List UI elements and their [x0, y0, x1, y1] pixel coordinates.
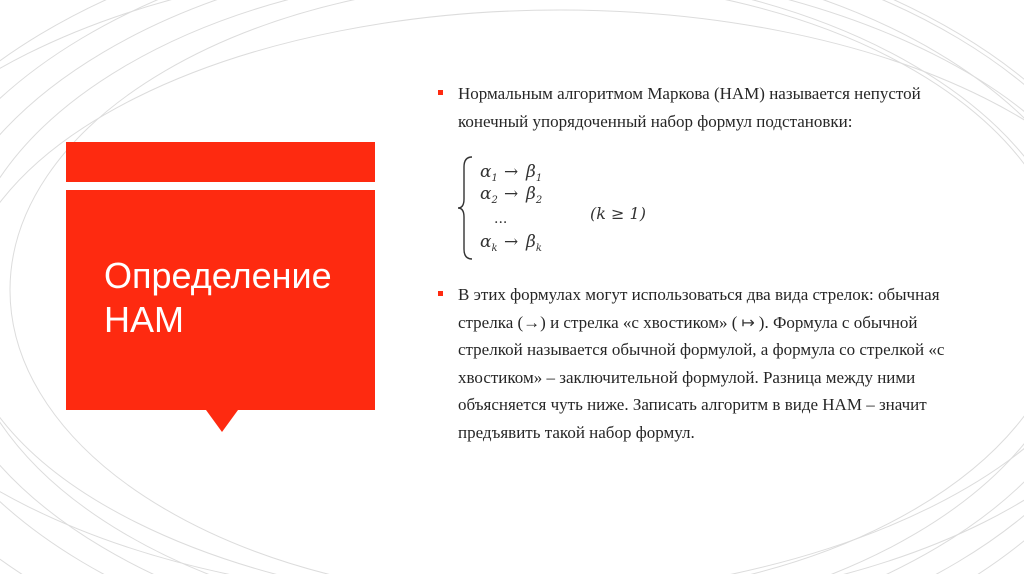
row1-lhs-sub: 1: [491, 173, 498, 184]
svg-text:βk: [525, 232, 542, 254]
row3-ellipsis: ...: [494, 211, 508, 227]
row2-lhs-sub: 2: [491, 195, 498, 206]
slide-title: [104, 254, 364, 342]
row1-rhs: β: [526, 162, 536, 182]
bullet-arrows-text-part2: ). Формула с обычной стрелкой называется обычной формулой, а формула со стрелкой «с хвостиком» – заключительной формулой. Разница между ними объясняется чуть ниже. Записать алгоритм в виде НАМ – значит предъявить такой набор формул.: [458, 312, 945, 442]
title-top-bar: [66, 142, 375, 182]
bullet-arrows: [438, 281, 978, 446]
svg-text:α1: [480, 162, 498, 184]
row2-lhs: α: [480, 184, 492, 204]
content-area: [438, 80, 978, 446]
row1-arrow: →: [504, 162, 519, 182]
row2-rhs: β: [526, 184, 536, 204]
row4-rhs: β: [526, 232, 536, 252]
title-line-1: Определение: [104, 255, 332, 296]
row4-arrow: →: [504, 232, 519, 252]
tail-arrow-icon: ↦: [741, 312, 755, 332]
title-line-2: НАМ: [104, 299, 184, 340]
bullet-arrows-text-part1: В этих формулах могут использоваться два вида стрелок: обычная стрелка (→) и стрелка «с хвостиком» (: [458, 285, 940, 332]
bullet-marker: [438, 90, 443, 95]
row4-lhs: α: [480, 232, 492, 252]
row2-arrow: →: [504, 184, 519, 204]
svg-text:αk: [480, 232, 498, 254]
svg-text:α2: [480, 184, 498, 206]
row2-rhs-sub: 2: [535, 195, 543, 206]
row1-lhs: α: [480, 162, 492, 182]
row1-rhs-sub: 1: [535, 173, 543, 184]
bullet-definition: [438, 80, 978, 135]
bullet-marker: [438, 291, 443, 296]
svg-text:β2: [525, 184, 542, 206]
bullet-arrows-text: [458, 281, 978, 446]
row4-rhs-sub: k: [535, 243, 542, 254]
bullet-definition-text: Нормальным алгоритмом Маркова (НАМ) называется непустой конечный упорядоченный набор формул подстановки:: [458, 84, 921, 131]
title-pointer: [206, 410, 238, 432]
svg-text:β1: [525, 162, 542, 184]
formula-condition: (k ≥ 1): [590, 204, 646, 223]
formula-system: [456, 153, 686, 263]
row4-lhs-sub: k: [491, 243, 498, 254]
